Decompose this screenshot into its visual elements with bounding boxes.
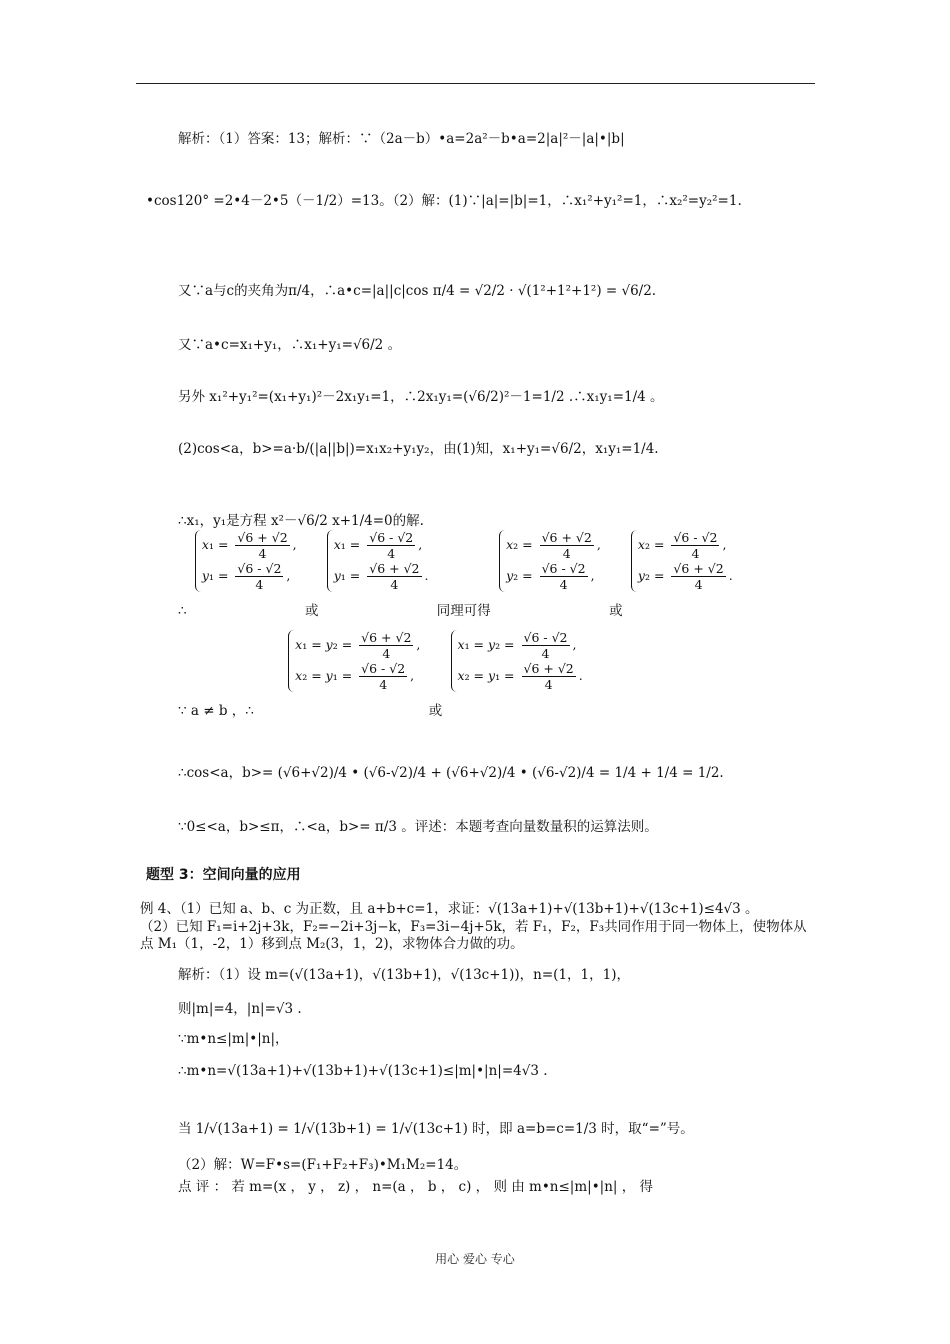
cos-line: ∴cos<a，b>= (√6+√2)/4 • (√6-√2)/4 + (√6+√2)/4 • (√6-√2)/4 = 1/4 + 1/4 = 1/2. (178, 765, 724, 781)
header-rule (136, 83, 815, 84)
therefore-symbol: ∴ (178, 602, 187, 619)
solution-line-2: •cos120° =2•4－2•5（－1/2）=13。（2）解：(1)∵|a|=|b|=1，∴x₁²+y₁²=1，∴x₂²=y₂²=1. (146, 193, 742, 209)
system-row-1 (178, 530, 737, 619)
or-label-3: 或 (428, 702, 443, 719)
system-f: x₁ = y₂ = $\frac{√6 - √2}{4}$ , x₂ = y₁ = $\frac{√6 + √2}{4}$ . (451, 630, 583, 692)
solution-line-3: 又∵a与c的夹角为π/4，∴a•c=|a||c|cos π/4 = √2/2 · √(1²+1²+1²) = √6/2. (178, 283, 657, 299)
same-label: 同理可得 (436, 602, 491, 619)
or-label-2: 或 (609, 602, 623, 619)
proof-line-5: 当 1/√(13a+1) = 1/√(13b+1) = 1/√(13c+1) 时，即 a=b=c=1/3 时，取“=”号。 (178, 1121, 694, 1137)
range-line: ∵0≤<a，b>≤π，∴<a，b>= π/3 。评述：本题考查向量数量积的运算法则。 (178, 819, 658, 835)
solution-line-7: ∴x₁，y₁是方程 x²－√6/2 x+1/4=0的解. (178, 513, 424, 529)
solution-line-1: 解析：（1）答案：13；解析：∵（2a－b）•a=2a²－b•a=2|a|²－|a|•|b| (178, 131, 625, 147)
proof-line-4: ∴m•n=√(13a+1)+√(13b+1)+√(13c+1)≤|m|•|n|=4√3 . (178, 1063, 548, 1079)
example-4-part-3: 点 M₁（1，-2，1）移到点 M₂(3，1，2)，求物体合力做的功。 (140, 936, 524, 952)
proof-line-1: 解析：（1）设 m=(√(13a+1)，√(13b+1)，√(13c+1))，n=(1，1，1)， (178, 967, 630, 983)
inequality-line: ∵ a ≠ b ，∴ (178, 702, 254, 719)
system-b: x₁ = $\frac{√6 - √2}{4}$ , y₁ = $\frac{√6 + √2}{4}$ . (327, 530, 429, 592)
solution-line-6: (2)cos<a，b>=a·b/(|a||b|)=x₁x₂+y₁y₂，由(1)知，x₁+y₁=√6/2，x₁y₁=1/4. (178, 441, 659, 457)
solution-line-4: 又∵a•c=x₁+y₁，∴x₁+y₁=√6/2 。 (178, 337, 402, 353)
solution-line-5: 另外 x₁²+y₁²=(x₁+y₁)²－2x₁y₁=1，∴2x₁y₁=(√6/2)²－1=1/2 .∴x₁y₁=1/4 。 (178, 389, 664, 405)
page-footer: 用心 爱心 专心 (435, 1252, 515, 1266)
proof-line-2: 则|m|=4，|n|=√3 . (178, 1001, 302, 1017)
example-4-part-1: 例 4、（1）已知 a、b、c 为正数，且 a+b+c=1，求证：√(13a+1)+√(13b+1)+√(13c+1)≤4√3 。 (140, 901, 759, 917)
or-label-1: 或 (304, 602, 319, 619)
system-c: x₂ = $\frac{√6 + √2}{4}$ , y₂ = $\frac{√6 - √2}{4}$ , (499, 530, 601, 592)
comment-line: 点 评 ： 若 m=(x ， y ， z) ， n=(a ， b ， c) ， 则 由 m•n≤|m|•|n| ， 得 (178, 1179, 654, 1195)
system-e: x₁ = y₂ = $\frac{√6 + √2}{4}$ , x₂ = y₁ = $\frac{√6 - √2}{4}$ , (288, 630, 420, 692)
system-d: x₂ = $\frac{√6 - √2}{4}$ , y₂ = $\frac{√6 + √2}{4}$ . (631, 530, 733, 592)
system-row-2 (178, 630, 587, 719)
section-heading: 题型 3：空间向量的应用 (146, 867, 301, 883)
example-4-part-2: （2）已知 F₁=i+2j+3k，F₂=−2i+3j−k，F₃=3i−4j+5k，若 F₁，F₂，F₃共同作用于同一物体上，使物体从 (140, 919, 807, 935)
proof-line-3: ∵m•n≤|m|•|n|， (178, 1031, 289, 1047)
system-a: x₁ = $\frac{√6 + √2}{4}$ , y₁ = $\frac{√6 - √2}{4}$ , (195, 530, 297, 592)
proof-line-6: （2）解：W=F•s=(F₁+F₂+F₃)•M₁M₂=14。 (178, 1157, 468, 1173)
